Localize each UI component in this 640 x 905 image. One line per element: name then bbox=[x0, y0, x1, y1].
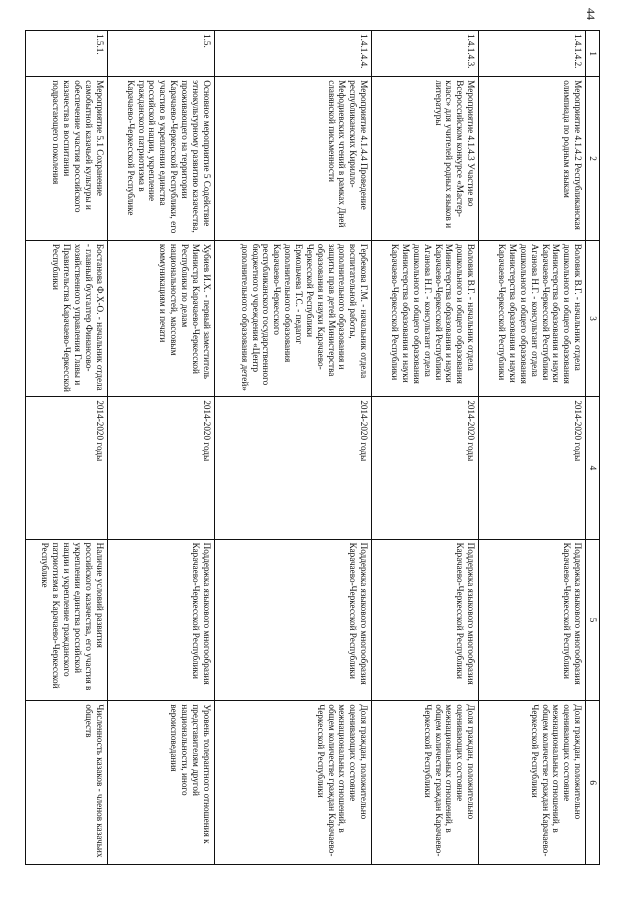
result-cell: Поддержка языкового многообразия Карачаево-Черкесской Республики bbox=[479, 539, 586, 701]
table-row bbox=[214, 31, 372, 865]
row-number: 1.4.1.4.2. bbox=[479, 31, 586, 77]
period-cell: 2014-2020 годы bbox=[214, 397, 372, 539]
event-cell: Мероприятие 5.1 Сохранение самобытной казачьей культуры и обеспечение участия российского казачества в воспитании подрастающего поколения bbox=[26, 77, 108, 241]
event-cell: Мероприятие 4.1.4.4 Проведение республиканских Кирилло-Мефодиевских чтений в рамках Дней славянской письменности bbox=[214, 77, 372, 241]
table-row bbox=[479, 31, 586, 865]
table-row bbox=[107, 31, 214, 865]
period-cell: 2014-2020 годы bbox=[479, 397, 586, 539]
event-cell: Мероприятие 4.1.4.2 Республиканская олимпиада по родным языкам bbox=[479, 77, 586, 241]
executor-cell: Воловик В.Г. - начальник отдела дошкольного и общего образования Министерства образования и науки Карачаево-Черкесской Республики Аганова Н.Г. - консультант отдела дошкольного и общего образования Министерства образования и науки Карачаево-Черкесской Республики bbox=[479, 240, 586, 396]
table-row bbox=[372, 31, 479, 865]
header-cell: 1 bbox=[586, 31, 600, 77]
event-cell: Основное мероприятие 5 Содействие этнокультурному развитию казачества, проживающего на территории Карачаево-Черкесской Республики, его участию в укреплении единства российской нации, укрепление гражданского патриотизма в Карачаево-Черкесской Республике bbox=[107, 77, 214, 241]
event-cell: Мероприятие 4.1.4.3 Участие во Всероссийском конкурсе «Мастер-класс» для учителей родных языков и литературы bbox=[372, 77, 479, 241]
result-cell: Поддержка языкового многообразия Карачаево-Черкесской Республики bbox=[107, 539, 214, 701]
executor-cell: Бостанова Ф.Х-О. - начальник отдела - главный бухгалтер Финансово-хозяйственного управления Главы и Правительства Карачаево-Черкесской Республики bbox=[26, 240, 108, 396]
header-cell: 4 bbox=[586, 397, 600, 539]
indicator-cell: Доля граждан, положительно оценивающих состояние межнациональных отношений, в общем количестве граждан Карачаево-Черкесской Республики bbox=[479, 701, 586, 865]
header-cell: 2 bbox=[586, 77, 600, 241]
executor-cell: Хубиев И.Х. - первый заместитель Министра Карачаево-Черкесской Республики по делам национальностей, массовым коммуникациям и печати bbox=[107, 240, 214, 396]
result-cell: Наличие условий развития российского казачества, его участия в укреплении единства российской нации и укрепление гражданского патриотизма в Карачаево-Черкесской Республике bbox=[26, 539, 108, 701]
result-cell: Поддержка языкового многообразия Карачаево-Черкесской Республики bbox=[214, 539, 372, 701]
indicator-cell: Численность казаков - членов казачьих обществ bbox=[26, 701, 108, 865]
header-row bbox=[586, 31, 600, 865]
indicator-cell: Доля граждан, положительно оценивающих состояние межнациональных отношений, в общем количестве граждан Карачаево-Черкесской Республики bbox=[372, 701, 479, 865]
row-number: 1.4.1.4.4. bbox=[214, 31, 372, 77]
header-cell: 3 bbox=[586, 240, 600, 396]
rotated-page bbox=[25, 30, 600, 865]
executor-cell: Воловик В.Г. - начальник отдела дошкольного и общего образования Министерства образования и науки Карачаево-Черкесской Республики Аганова Н.Г. - консультант отдела дошкольного и общего образования Министерства образования и науки Карачаево-Черкесской Республики bbox=[372, 240, 479, 396]
row-number: 1.5. bbox=[107, 31, 214, 77]
row-number: 1.5.1. bbox=[26, 31, 108, 77]
indicator-cell: Уровень толерантного отношения к представителям другой национальности, иного вероисповедания bbox=[107, 701, 214, 865]
executor-cell: Гербекова Г.М. - начальник отдела воспитательной работы, дополнительного образования и защиты прав детей Министерства образования и науки Карачаево-Черкесской Республики Ермольчева Т.С. - педагог дополнительного образования Карачаево-Черкесского республиканского государственного бюджетного учреждения «Центр дополнительного образования детей» bbox=[214, 240, 372, 396]
period-cell: 2014-2020 годы bbox=[107, 397, 214, 539]
result-cell: Поддержка языкового многообразия Карачаево-Черкесской Республики bbox=[372, 539, 479, 701]
program-table bbox=[25, 30, 600, 865]
indicator-cell: Доля граждан, положительно оценивающих состояние межнациональных отношений, в общем количестве граждан Карачаево-Черкесской Республики bbox=[214, 701, 372, 865]
header-cell: 6 bbox=[586, 701, 600, 865]
period-cell: 2014-2020 годы bbox=[26, 397, 108, 539]
header-cell: 5 bbox=[586, 539, 600, 701]
page-number: 44 bbox=[584, 8, 598, 20]
period-cell: 2014-2020 годы bbox=[372, 397, 479, 539]
table-row bbox=[26, 31, 108, 865]
row-number: 1.4.1.4.3. bbox=[372, 31, 479, 77]
